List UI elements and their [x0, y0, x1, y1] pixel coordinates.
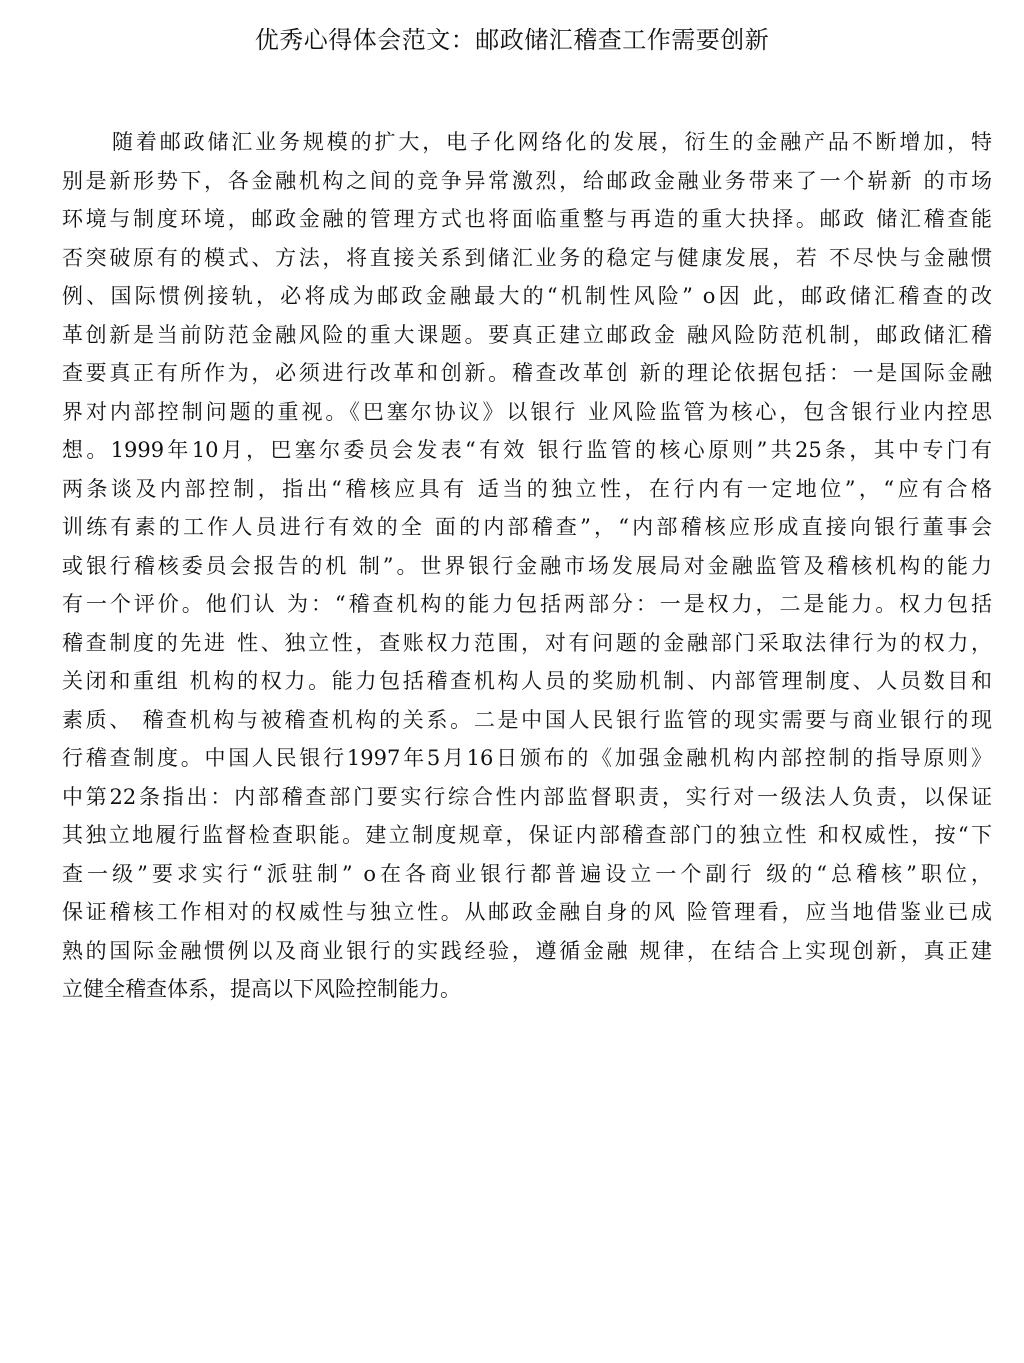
- paragraph-line: 随着邮政储汇业务规模的扩大，电子化网络化的发展，衍生的金融产品不断增加，特: [112, 130, 992, 154]
- paragraph-line: 否突破原有的模式、方法，将直接关系到储汇业务的稳定与健康发展，若 不尽快与金融惯: [62, 245, 992, 270]
- paragraph-line: 或银行稽核委员会报告的机 制”。世界银行金融市场发展局对金融监管及稽核机构的能力: [62, 553, 992, 578]
- paragraph-line: 别是新形势下，各金融机构之间的竞争异常激烈，给邮政金融业务带来了一个崭新 的市场: [62, 168, 992, 193]
- paragraph-line: 革创新是当前防范金融风险的重大课题。要真正建立邮政金 融风险防范机制，邮政储汇稽: [62, 322, 992, 347]
- paragraph-line: 训练有素的工作人员进行有效的全 面的内部稽查”，“内部稽核应形成直接向银行董事会: [62, 515, 992, 539]
- paragraph-line: 熟的国际金融惯例以及商业银行的实践经验，遵循金融 规律，在结合上实现创新，真正建: [62, 938, 992, 963]
- paragraph-line: 中第22条指出：内部稽查部门要实行综合性内部监督职责，实行对一级法人负责，以保证: [62, 784, 992, 809]
- paragraph-line: 两条谈及内部控制，指出“稽核应具有 适当的独立性，在行内有一定地位”，“应有合格: [62, 476, 992, 501]
- paragraph-line: 保证稽核工作相对的权威性与独立性。从邮政金融自身的风 险管理看，应当地借鉴业已成: [62, 900, 992, 924]
- document-title: 优秀心得体会范文：邮政储汇稽查工作需要创新: [254, 26, 770, 54]
- paragraph-line: 有一个评价。他们认 为：“稽查机构的能力包括两部分：一是权力，二是能力。权力包括: [62, 592, 992, 616]
- paragraph-line: 查一级”要求实行“派驻制” o在各商业银行都普遍设立一个副行 级的“总稽核”职位，: [62, 861, 992, 886]
- paragraph-line: 立健全稽查体系，提高以下风险控制能力。: [62, 977, 461, 1001]
- paragraph-line: 例、国际惯例接轨，必将成为邮政金融最大的“机制性风险” o因 此，邮政储汇稽查的改: [62, 284, 992, 308]
- paragraph-line: 其独立地履行监督检查职能。建立制度规章，保证内部稽查部门的独立性 和权威性，按“下: [62, 823, 992, 847]
- paragraph-line: 想。1999年10月，巴塞尔委员会发表“有效 银行监管的核心原则”共25条，其中专门有: [62, 438, 992, 462]
- paragraph-line: 稽查制度的先进 性、独立性，查账权力范围，对有问题的金融部门采取法律行为的权力，: [62, 630, 992, 655]
- paragraph-line: 行稽查制度。中国人民银行1997年5月16日颁布的《加强金融机构内部控制的指导原则》: [62, 746, 992, 770]
- paragraph-line: 查要真正有所作为，必须进行改革和创新。稽查改革创 新的理论依据包括：一是国际金融: [62, 361, 992, 385]
- paragraph-line: 素质、 稽查机构与被稽查机构的关系。二是中国人民银行监管的现实需要与商业银行的现: [62, 707, 992, 732]
- document-body: [62, 123, 992, 1009]
- paragraph-line: 关闭和重组 机构的权力。能力包括稽查机构人员的奖励机制、内部管理制度、人员数目和: [62, 669, 992, 693]
- paragraph-line: 界对内部控制问题的重视。《巴塞尔协议》以银行 业风险监管为核心，包含银行业内控思: [62, 399, 992, 424]
- paragraph-line: 环境与制度环境，邮政金融的管理方式也将面临重整与再造的重大抉择。邮政 储汇稽查能: [62, 207, 992, 231]
